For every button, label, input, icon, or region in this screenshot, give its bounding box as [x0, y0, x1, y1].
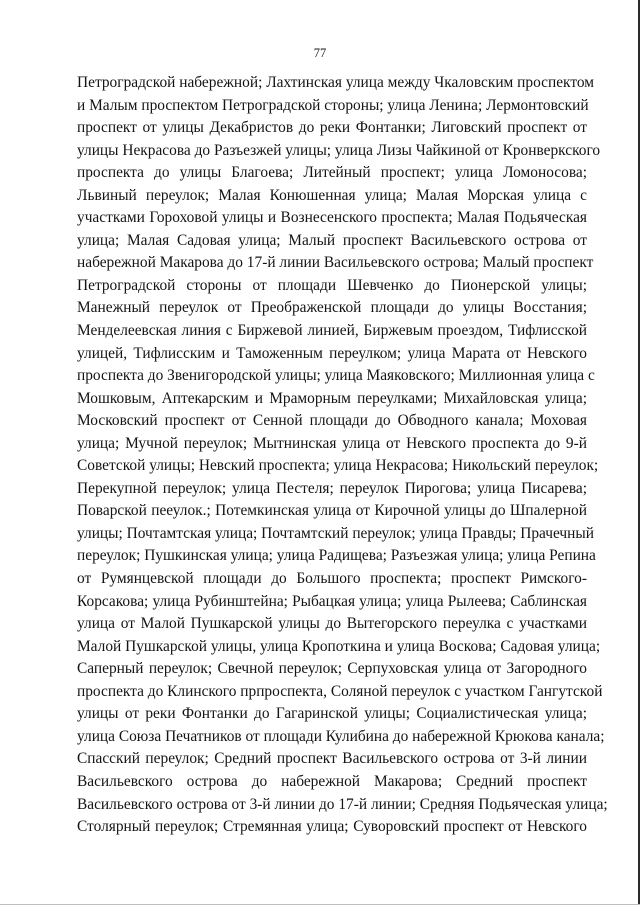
text-line: улица; Малая Садовая улица; Малый проспект Васильевского острова от	[77, 231, 587, 249]
text-line: Мошковым, Аптекарским и Мраморным переулками; Михайловская улица;	[77, 389, 587, 407]
text-line: улицей, Тифлисским и Таможенным переулком; улица Марата от Невского	[77, 344, 587, 362]
text-line: Поварской пееулок.; Потемкинская улица от Кирочной улицы до Шпалерной	[77, 502, 587, 520]
text-line: проспекта до Звенигородской улицы; улица Маяковского; Миллионная улица с	[77, 367, 595, 385]
text-line: набережной Макарова до 17-й линии Васильевского острова; Малый проспект	[77, 254, 594, 272]
text-line: Петроградской стороны от площади Шевченко до Пионерской улицы;	[77, 276, 587, 294]
text-line: и Малым проспектом Петроградской стороны; улица Ленина; Лермонтовский	[77, 96, 589, 114]
text-line: улица; Мучной переулок; Мытнинская улица от Невского проспекта до 9-й	[77, 434, 587, 452]
body-text	[77, 72, 608, 839]
text-line: улицы Некрасова до Разъезжей улицы; улица Лизы Чайкиной от Кронверкского	[77, 141, 601, 159]
text-line: Советской улицы; Невский проспекта; улица Некрасова; Никольский переулок;	[77, 457, 599, 475]
text-line: Спасский переулок; Средний проспект Васильевского острова от 3-й линии	[77, 750, 587, 768]
text-line: Московский проспект от Сенной площади до Обводного канала; Моховая	[77, 412, 587, 430]
page-number: 77	[313, 46, 327, 60]
text-line: Львиный переулок; Малая Конюшенная улица; Малая Морская улица с	[77, 186, 587, 204]
text-line: Саперный переулок; Свечной переулок; Серпуховская улица от Загородного	[77, 660, 587, 678]
text-line: переулок; Пушкинская улица; улица Радищева; Разъезжая улица; улица Репина	[77, 547, 596, 565]
text-line: улицы от реки Фонтанки до Гагаринской улицы; Социалистическая улица;	[77, 705, 587, 723]
text-line: Петроградской набережной; Лахтинская улица между Чкаловским проспектом	[77, 74, 594, 91]
text-line: проспекта до Клинского прпроспекта, Соляной переулок с участком Гангутской	[77, 682, 603, 700]
text-line: Малой Пушкарской улицы, улица Кропоткина и улица Восковa; Садовая улица;	[77, 637, 601, 655]
text-line: Васильевского острова до набережной Макарова; Средний проспект	[77, 772, 587, 790]
text-line: Васильевского острова от 3-й линии до 17-й линии; Средняя Подьяческая улица;	[77, 795, 608, 813]
text-line: проспект от улицы Декабристов до реки Фонтанки; Лиговский проспект от	[77, 119, 587, 137]
text-line: улица от Малой Пушкарской улицы до Вытегорского переулка с участками	[77, 615, 587, 633]
text-line: от Румянцевской площади до Большого проспекта; проспект Римского-	[77, 570, 587, 588]
text-line: проспекта до улицы Благоева; Литейный проспект; улица Ломоносова;	[77, 164, 587, 182]
text-line: улицы; Почтамтская улица; Почтамтский переулок; улица Правды; Прачечный	[77, 524, 594, 542]
text-line: Менделеевская линия с Биржевой линией, Биржевым проездом, Тифлисской	[77, 322, 587, 340]
text-line: Манежный переулок от Преображенской площади до улицы Восстания;	[77, 299, 587, 317]
text-line: Столярный переулок; Стремянная улица; Суворовский проспект от Невского	[77, 818, 587, 836]
text-line: участками Гороховой улицы и Вознесенского проспекта; Малая Подьяческая	[77, 209, 587, 227]
text-line: улица Союза Печатников от площади Кулибина до набережной Крюкова канала;	[77, 727, 605, 745]
text-line: Перекупной переулок; улица Пестеля; переулок Пирогова; улица Писарева;	[77, 479, 587, 497]
text-line: Корсакова; улица Рубинштейна; Рыбацкая улица; улица Рылеева; Саблинская	[77, 592, 587, 610]
